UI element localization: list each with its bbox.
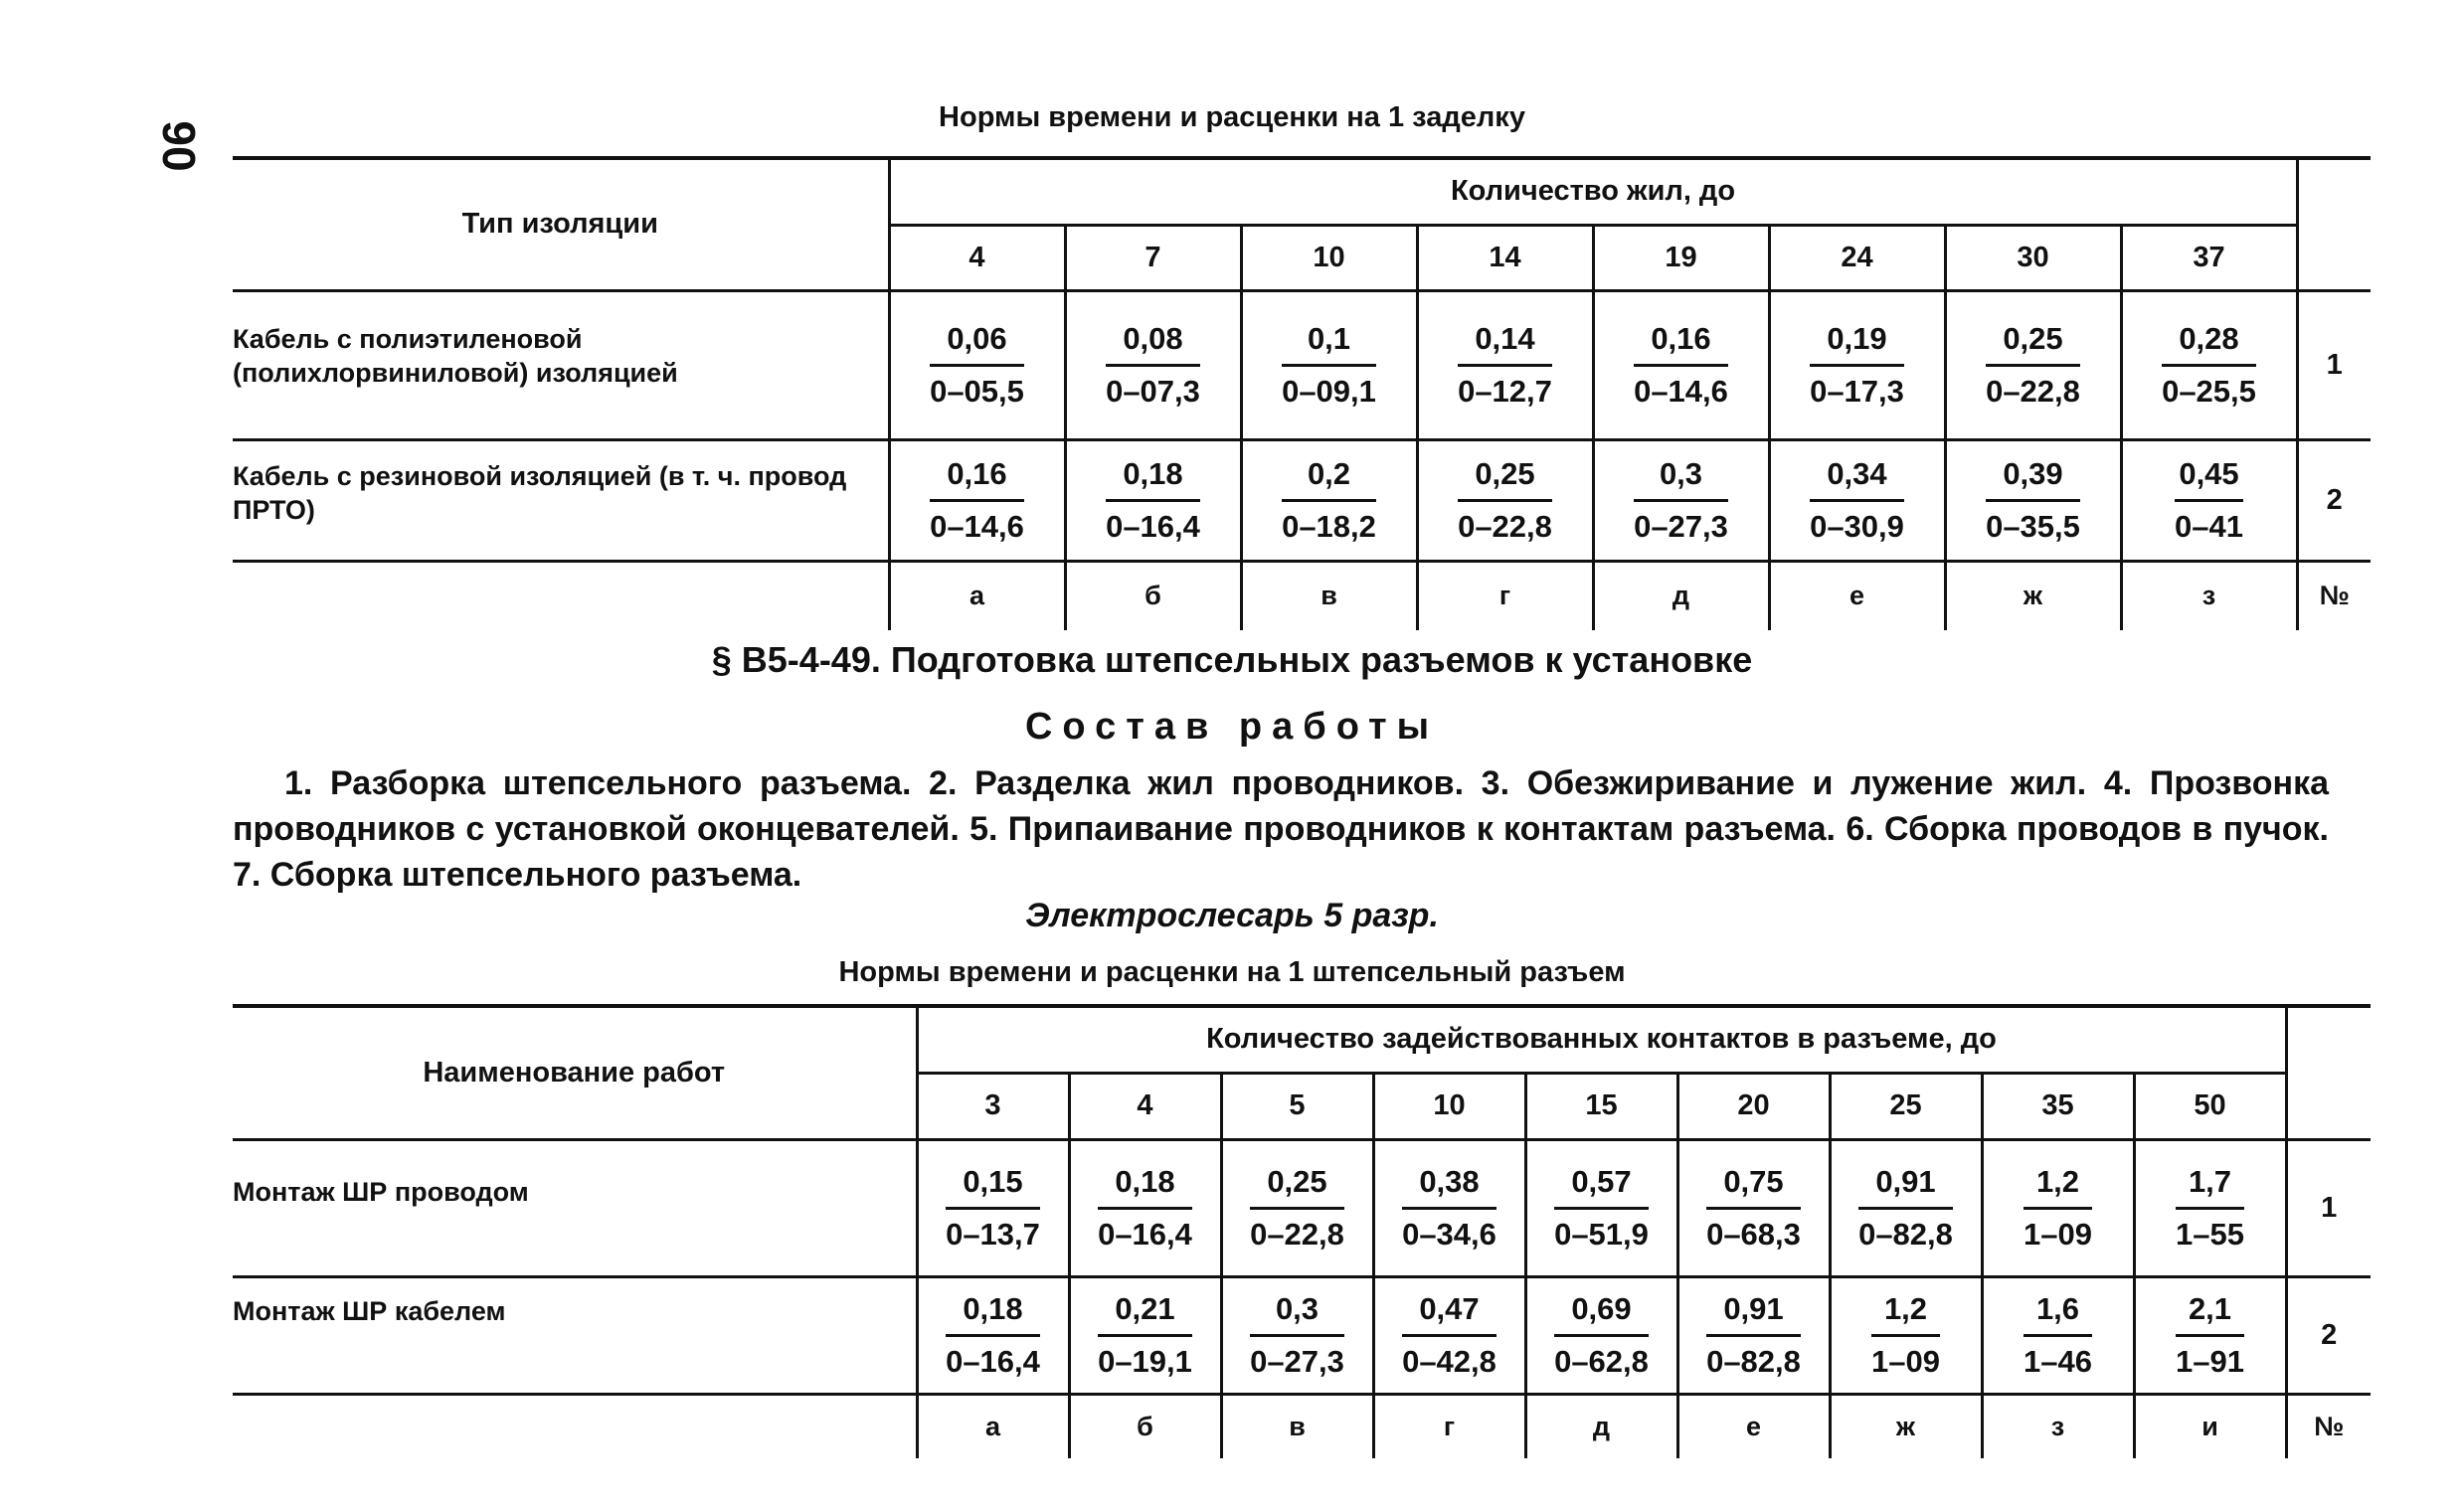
norm-cell [1417, 439, 1593, 561]
time-norm: 0,75 [1706, 1161, 1801, 1210]
time-norm: 0,19 [1810, 318, 1904, 367]
column-letter: в [1241, 561, 1417, 630]
norm-cell [1069, 1276, 1221, 1394]
price: 0–27,3 [1634, 508, 1728, 544]
time-norm: 0,14 [1458, 318, 1552, 367]
column-header: 37 [2121, 225, 2297, 290]
row-number: 2 [2297, 439, 2371, 561]
norm-cell [1241, 290, 1417, 439]
time-norm: 0,06 [930, 318, 1024, 367]
norm-cell [889, 290, 1065, 439]
norm-cell [889, 439, 1065, 561]
price: 0–41 [2175, 508, 2243, 544]
table1-norms [233, 156, 2371, 630]
time-norm: 0,15 [946, 1161, 1040, 1210]
number-header [2286, 1006, 2371, 1139]
price: 1–09 [2024, 1216, 2092, 1252]
time-norm: 0,08 [1106, 318, 1200, 367]
column-header: 30 [1945, 225, 2121, 290]
number-header [2297, 158, 2371, 290]
norm-cell [1221, 1139, 1373, 1276]
norm-cell [1373, 1276, 1525, 1394]
norm-cell [1945, 290, 2121, 439]
time-norm: 0,38 [1402, 1161, 1496, 1210]
norm-cell [1373, 1139, 1525, 1276]
column-letter: в [1221, 1394, 1373, 1458]
price: 1–55 [2176, 1216, 2244, 1252]
column-letter: б [1069, 1394, 1221, 1458]
row-label: Кабель с резиновой изоляцией (в т. ч. провод ПРТО) [233, 439, 889, 561]
time-norm: 0,3 [1634, 453, 1728, 502]
norm-cell [1417, 290, 1593, 439]
column-letter: з [2121, 561, 2297, 630]
norm-cell [1593, 439, 1769, 561]
norm-cell [2121, 290, 2297, 439]
price: 0–16,4 [1106, 508, 1200, 544]
column-header: 50 [2134, 1073, 2286, 1139]
price: 0–22,8 [1250, 1216, 1344, 1252]
price: 0–25,5 [2162, 373, 2256, 409]
price: 0–82,8 [1706, 1343, 1801, 1379]
column-letter: д [1593, 561, 1769, 630]
column-header: 4 [1069, 1073, 1221, 1139]
column-letter: ж [1945, 561, 2121, 630]
norm-cell [1677, 1276, 1830, 1394]
norm-cell [917, 1139, 1069, 1276]
time-norm: 0,91 [1858, 1161, 1953, 1210]
price: 0–14,6 [1634, 373, 1728, 409]
letter-row-label [233, 1394, 917, 1458]
column-header: 5 [1221, 1073, 1373, 1139]
norm-cell [1769, 290, 1945, 439]
time-norm: 0,69 [1554, 1288, 1649, 1337]
time-norm: 0,21 [1098, 1288, 1192, 1337]
price: 0–62,8 [1554, 1343, 1649, 1379]
time-norm: 0,25 [1986, 318, 2080, 367]
table1-caption: Нормы времени и расценки на 1 заделку [939, 101, 1525, 133]
time-norm: 0,16 [930, 453, 1024, 502]
column-letter: г [1417, 561, 1593, 630]
norm-cell [1982, 1276, 2134, 1394]
price: 0–30,9 [1810, 508, 1904, 544]
price: 0–07,3 [1106, 373, 1200, 409]
column-letter: г [1373, 1394, 1525, 1458]
price: 1–46 [2024, 1343, 2092, 1379]
time-norm: 0,1 [1282, 318, 1376, 367]
norm-cell [1065, 439, 1241, 561]
col-header-work-name: Наименование работ [233, 1006, 917, 1139]
price: 0–14,6 [930, 508, 1024, 544]
time-norm: 0,28 [2162, 318, 2256, 367]
number-label: № [2319, 581, 2350, 611]
time-norm: 0,18 [1098, 1161, 1192, 1210]
column-header: 35 [1982, 1073, 2134, 1139]
group-header-conductors: Количество жил, до [889, 158, 2297, 225]
norm-cell [2121, 439, 2297, 561]
time-norm: 0,25 [1250, 1161, 1344, 1210]
price: 0–22,8 [1986, 373, 2080, 409]
price: 0–68,3 [1706, 1216, 1801, 1252]
letter-row [233, 1394, 2371, 1458]
section-title: § В5-4-49. Подготовка штепсельных разъемов к установке [711, 639, 1753, 680]
group-header-contacts: Количество задействованных контактов в разъеме, до [917, 1006, 2286, 1073]
norm-cell [1677, 1139, 1830, 1276]
price: 1–91 [2176, 1343, 2244, 1379]
number-label: № [2314, 1411, 2345, 1441]
time-norm: 1,2 [2024, 1161, 2092, 1210]
norm-cell [1982, 1139, 2134, 1276]
column-letter: е [1677, 1394, 1830, 1458]
row-number: 1 [2286, 1139, 2371, 1276]
column-header: 4 [889, 225, 1065, 290]
norm-cell [1065, 290, 1241, 439]
time-norm: 0,18 [1106, 453, 1200, 502]
row-number: 1 [2297, 290, 2371, 439]
column-letter: з [1982, 1394, 2134, 1458]
time-norm: 0,34 [1810, 453, 1904, 502]
row-label: Кабель с полиэтиленовой (полихлорвиниловой) изоляцией [233, 290, 889, 439]
column-letter: е [1769, 561, 1945, 630]
norm-cell [1069, 1139, 1221, 1276]
table2-norms [233, 1004, 2371, 1458]
time-norm: 1,2 [1871, 1288, 1940, 1337]
price: 0–19,1 [1098, 1343, 1192, 1379]
table-row [233, 290, 2371, 439]
norm-cell [1769, 439, 1945, 561]
price: 0–12,7 [1458, 373, 1552, 409]
time-norm: 0,18 [946, 1288, 1040, 1337]
norm-cell [917, 1276, 1069, 1394]
time-norm: 1,6 [2024, 1288, 2092, 1337]
letter-row-label [233, 561, 889, 630]
norm-cell [1830, 1276, 1982, 1394]
worker-grade: Электрослесарь 5 разр. [1025, 897, 1439, 934]
norm-cell [1221, 1276, 1373, 1394]
price: 0–09,1 [1282, 373, 1376, 409]
column-header: 24 [1769, 225, 1945, 290]
norm-cell [1241, 439, 1417, 561]
table-row [233, 1139, 2371, 1276]
price: 1–09 [1871, 1343, 1940, 1379]
row-label: Монтаж ШР проводом [233, 1139, 917, 1276]
price: 0–18,2 [1282, 508, 1376, 544]
time-norm: 0,16 [1634, 318, 1728, 367]
norm-cell [1525, 1139, 1677, 1276]
price: 0–16,4 [946, 1343, 1040, 1379]
price: 0–22,8 [1458, 508, 1552, 544]
row-label: Монтаж ШР кабелем [233, 1276, 917, 1394]
price: 0–35,5 [1986, 508, 2080, 544]
letter-row [233, 561, 2371, 630]
norm-cell [2134, 1139, 2286, 1276]
table-row [233, 439, 2371, 561]
price: 0–82,8 [1858, 1216, 1953, 1252]
column-letter: и [2134, 1394, 2286, 1458]
norm-cell [2134, 1276, 2286, 1394]
time-norm: 1,7 [2176, 1161, 2244, 1210]
norm-cell [1593, 290, 1769, 439]
column-letter: д [1525, 1394, 1677, 1458]
price: 0–42,8 [1402, 1343, 1496, 1379]
column-header: 19 [1593, 225, 1769, 290]
column-header: 3 [917, 1073, 1069, 1139]
column-header: 7 [1065, 225, 1241, 290]
column-header: 10 [1241, 225, 1417, 290]
time-norm: 0,25 [1458, 453, 1552, 502]
time-norm: 0,3 [1250, 1288, 1344, 1337]
price: 0–16,4 [1098, 1216, 1192, 1252]
time-norm: 0,91 [1706, 1288, 1801, 1337]
column-header: 14 [1417, 225, 1593, 290]
column-letter: а [889, 561, 1065, 630]
column-letter: ж [1830, 1394, 1982, 1458]
price: 0–27,3 [1250, 1343, 1344, 1379]
column-letter: а [917, 1394, 1069, 1458]
column-header: 10 [1373, 1073, 1525, 1139]
table-row [233, 1276, 2371, 1394]
norm-cell [1525, 1276, 1677, 1394]
price: 0–51,9 [1554, 1216, 1649, 1252]
composition-heading: Состав работы [1024, 706, 1440, 748]
table2-caption: Нормы времени и расценки на 1 штепсельный разъем [838, 956, 1626, 988]
time-norm: 0,47 [1402, 1288, 1496, 1337]
norm-cell [1945, 439, 2121, 561]
col-header-insulation-type: Тип изоляции [233, 158, 889, 290]
column-header: 25 [1830, 1073, 1982, 1139]
column-header: 15 [1525, 1073, 1677, 1139]
time-norm: 0,2 [1282, 453, 1376, 502]
page-number: 90 [153, 120, 205, 172]
price: 0–17,3 [1810, 373, 1904, 409]
price: 0–13,7 [946, 1216, 1040, 1252]
composition-text: 1. Разборка штепсельного разъема. 2. Разделка жил проводников. 3. Обезжиривание и лужение жил. 4. Прозвонка проводников с установкой оконцевателей. 5. Припаивание проводников к контактам разъема. 6. Сборка проводов в пучок. 7. Сборка штепсельного разъема. [233, 764, 2329, 894]
time-norm: 0,39 [1986, 453, 2080, 502]
column-letter: б [1065, 561, 1241, 630]
row-number: 2 [2286, 1276, 2371, 1394]
time-norm: 2,1 [2176, 1288, 2244, 1337]
time-norm: 0,57 [1554, 1161, 1649, 1210]
column-header: 20 [1677, 1073, 1830, 1139]
norm-cell [1830, 1139, 1982, 1276]
price: 0–05,5 [930, 373, 1024, 409]
price: 0–34,6 [1402, 1216, 1496, 1252]
time-norm: 0,45 [2175, 453, 2243, 502]
